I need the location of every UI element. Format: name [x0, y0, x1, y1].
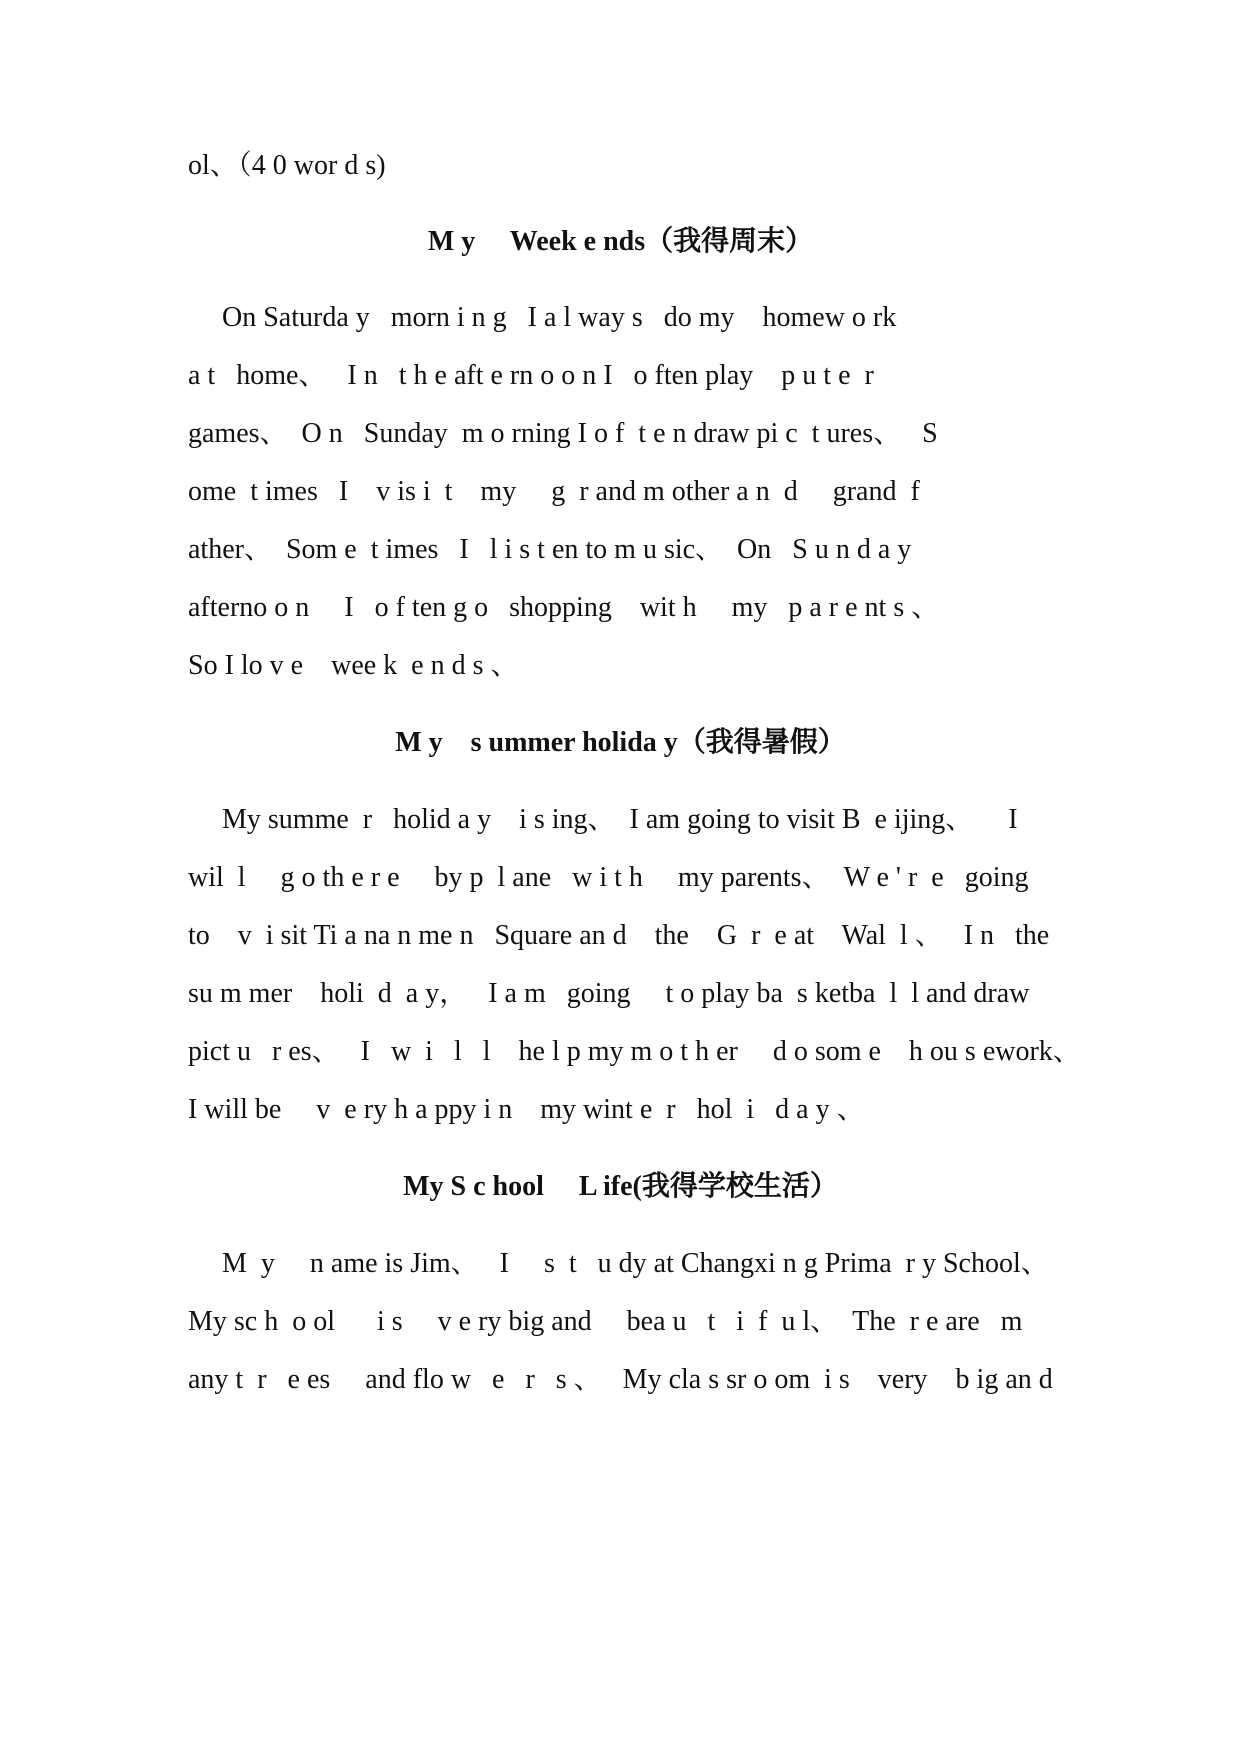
paragraph-line: I will be v e ry h a ppy i n my wint e r hol i d a y 、	[188, 1094, 865, 1125]
paragraph-line: M y n ame is Jim、 I s t u dy at Changxi n g Prima r y School、	[222, 1248, 1049, 1279]
section-heading-summer-holiday: M y s ummer holida y（我得暑假）	[395, 727, 846, 758]
paragraph-line: My sc h o ol i s v e ry big and bea u t i f u l、 The r e are m	[188, 1306, 1023, 1337]
paragraph-line: games、 O n Sunday m o rning I o f t e n draw pi c t ures、 S	[188, 418, 938, 449]
paragraph-line: any t r e es and flo w e r s 、 My cla s sr o om i s very b ig an d	[188, 1364, 1053, 1395]
paragraph-line: On Saturda y morn i n g I a l way s do my homew o rk	[222, 302, 897, 333]
paragraph-line: to v i sit Ti a na n me n Square an d the G r e at Wal l 、 I n the	[188, 920, 1050, 951]
intro-line: ol、（4 0 wor d s)	[188, 150, 386, 181]
paragraph-line: My summe r holid a y i s ing、 I am going to visit B e ijing、 I	[222, 804, 1018, 835]
paragraph-line: su m mer holi d a y， I a m going t o play ba s ketba l l and draw	[188, 978, 1030, 1009]
paragraph-line: wil l g o th e r e by p l ane w i t h my parents、 W e ' r e going	[188, 862, 1029, 893]
paragraph-line: a t home、 I n t h e aft e rn o o n I o ften play p u t e r	[188, 360, 874, 391]
paragraph-line: afterno o n I o f ten g o shopping wit h my p a r e nt s 、	[188, 592, 940, 623]
section-heading-school-life: My S c hool L ife(我得学校生活）	[403, 1171, 838, 1202]
paragraph-line: ome t imes I v is i t my g r and m other a n d grand f	[188, 476, 920, 507]
paragraph-line: ather、 Som e t imes I l i s t en to m u sic、 On S u n d a y	[188, 534, 912, 565]
section-heading-weekends: M y Week e nds（我得周末）	[427, 226, 814, 257]
paragraph-line: So I lo v e wee k e n d s 、	[188, 650, 519, 681]
paragraph-line: pict u r es、 I w i l l he l p my m o t h er d o som e h ou s ework、	[188, 1036, 1081, 1067]
